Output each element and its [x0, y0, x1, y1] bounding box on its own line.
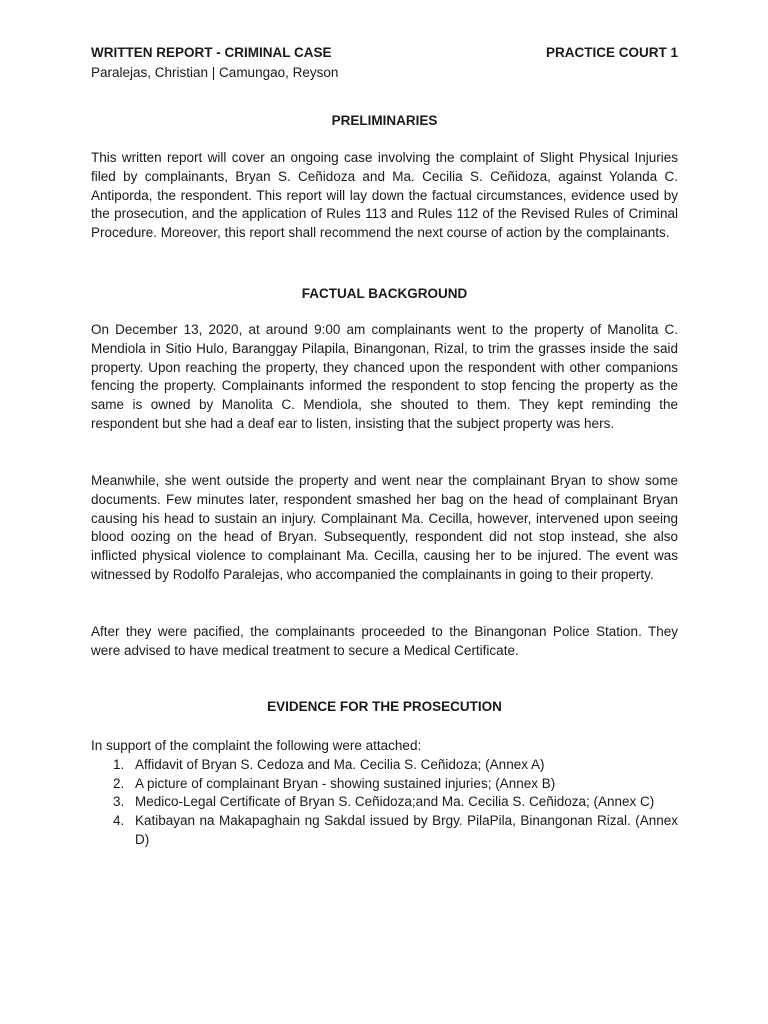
heading-preliminaries: PRELIMINARIES [331, 113, 438, 128]
course-title: PRACTICE COURT 1 [545, 45, 678, 60]
list-item-text: Medico-Legal Certificate of Bryan S. Ceñidoza;and Ma. Cecilia S. Ceñidoza; (Annex C) [135, 794, 655, 810]
annex-list [91, 756, 678, 850]
heading-evidence: EVIDENCE FOR THE PROSECUTION [267, 699, 502, 714]
paragraph-factual-2: Meanwhile, she went outside the property and went near the complainant Bryan to show some documents. Few minutes later, respondent smashed her bag on the head of complainant Bryan causing his head to sustain an injury. Complainant Ma. Cecilla, however, intervened upon seeing blood oozing on the head of Bryan. Subsequently, respondent did not stop instead, she also inflicted physical violence to complainant Ma. Cecilla, causing her to be injured. The event was witnessed by Rodolfo Paralejas, who accompanied the complainants in going to their property. [91, 473, 678, 582]
evidence-intro: In support of the complaint the following were attached: [91, 738, 422, 753]
authors-line: Paralejas, Christian | Camungao, Reyson [91, 65, 339, 80]
list-item [91, 775, 678, 794]
document-header [91, 45, 678, 63]
paragraph-factual-1: On December 13, 2020, at around 9:00 am complainants went to the property of Manolita C. Mendiola in Sitio Hulo, Baranggay Pilapila, Binangonan, Rizal, to trim the grasses inside the said property. Upon reaching the property, they chanced upon the respondent with other companions fencing the property. Complainants informed the respondent to stop fencing the property as the same is owned by Manolita C. Mendiola, she shouted to them. They kept reminding the respondent but she had a deaf ear to listen, insisting that the subject property was hers. [91, 322, 678, 431]
list-item-text: A picture of complainant Bryan - showing sustained injuries; (Annex B) [135, 775, 556, 791]
list-item [91, 793, 678, 812]
list-number: 2. [113, 775, 125, 791]
list-item-text: Affidavit of Bryan S. Cedoza and Ma. Cecilia S. Ceñidoza; (Annex A) [135, 756, 545, 772]
list-item [91, 812, 678, 850]
list-number: 3. [113, 794, 125, 810]
list-number: 1. [113, 756, 125, 772]
heading-factual-background: FACTUAL BACKGROUND [301, 286, 468, 301]
report-title: WRITTEN REPORT - CRIMINAL CASE [91, 45, 332, 60]
list-item-text: Katibayan na Makapaghain ng Sakdal issued by Brgy. PilaPila, Binangonan Rizal. (Annex D) [135, 813, 678, 847]
list-item [91, 756, 678, 775]
list-number: 4. [113, 813, 125, 829]
paragraph-preliminaries: This written report will cover an ongoing case involving the complaint of Slight Physical Injuries filed by complainants, Bryan S. Ceñidoza and Ma. Cecilia S. Ceñidoza, against Yolanda C. Antiporda, the respondent. This report will lay down the factual circumstances, evidence used by the prosecution, and the application of Rules 113 and Rules 112 of the Revised Rules of Criminal Procedure. Moreover, this report shall recommend the next course of action by the complainants. [91, 150, 678, 241]
paragraph-factual-3: After they were pacified, the complainants proceeded to the Binangonan Police Station. They were advised to have medical treatment to secure a Medical Certificate. [91, 624, 678, 658]
evidence-list [91, 737, 678, 850]
